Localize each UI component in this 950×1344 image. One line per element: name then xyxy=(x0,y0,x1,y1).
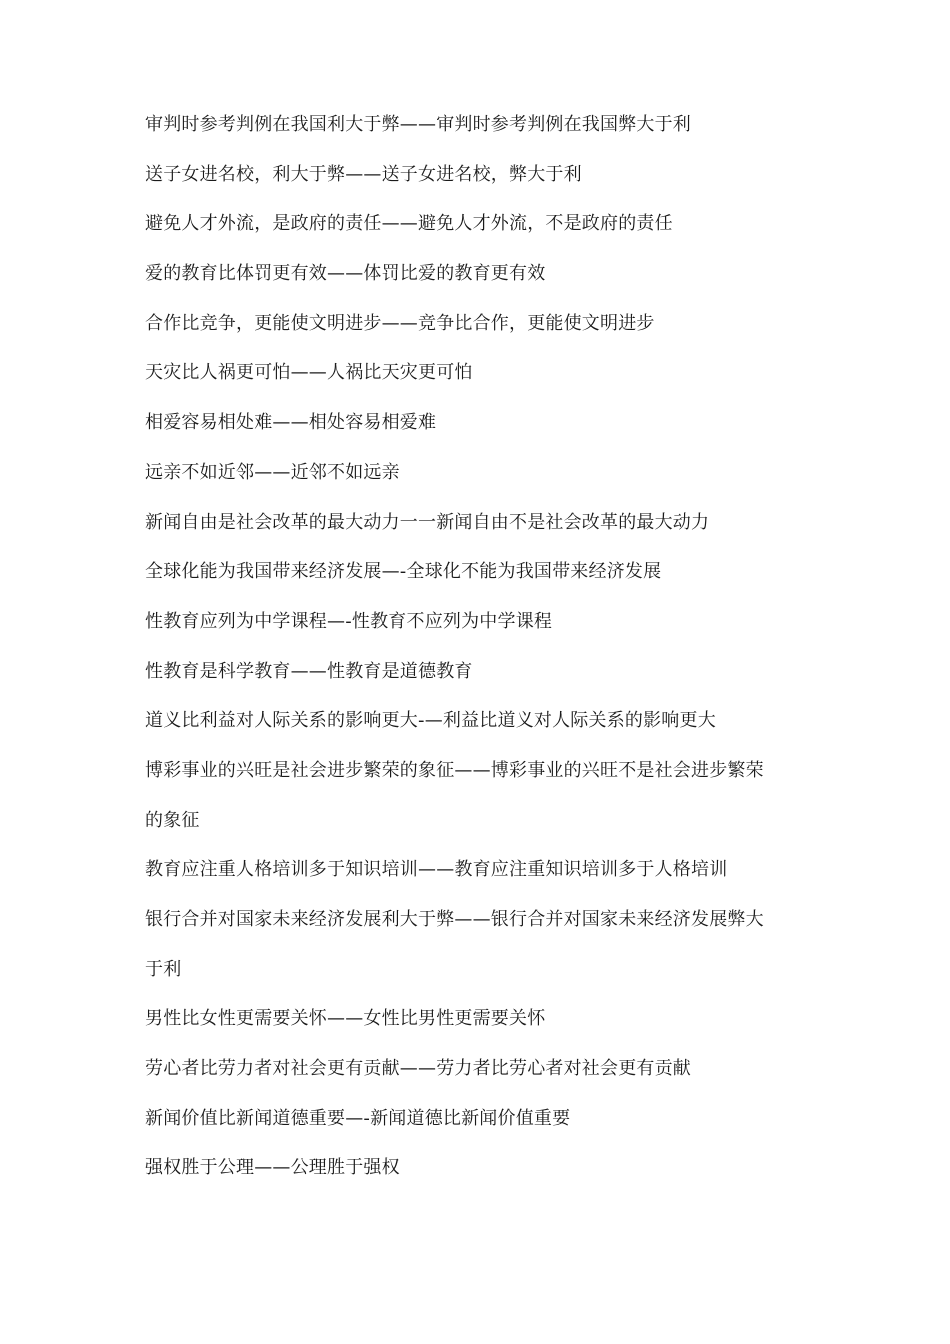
text-line: 性教育应列为中学课程—-性教育不应列为中学课程 xyxy=(145,610,553,632)
text-line: 博彩事业的兴旺是社会进步繁荣的象征——博彩事业的兴旺不是社会进步繁荣 xyxy=(145,759,764,781)
text-line: 相爱容易相处难——相处容易相爱难 xyxy=(145,412,437,434)
text-line: 新闻自由是社会改革的最大动力一一新闻自由不是社会改革的最大动力 xyxy=(145,511,710,533)
text-line: 的象征 xyxy=(145,809,200,831)
text-line: 银行合并对国家未来经济发展利大于弊——银行合并对国家未来经济发展弊大 xyxy=(145,909,764,930)
text-line: 避免人才外流，是政府的责任——避免人才外流，不是政府的责任 xyxy=(145,213,673,235)
text-line: 劳心者比劳力者对社会更有贡献——劳力者比劳心者对社会更有贡献 xyxy=(145,1058,691,1080)
text-line: 于利 xyxy=(145,958,182,980)
text-line: 爱的教育比体罚更有效——体罚比爱的教育更有效 xyxy=(145,263,546,285)
text-line: 教育应注重人格培训多于知识培训——教育应注重知识培训多于人格培训 xyxy=(145,859,728,881)
text-line: 新闻价值比新闻道德重要—-新闻道德比新闻价值重要 xyxy=(145,1107,571,1129)
text-line: 强权胜于公理——公理胜于强权 xyxy=(145,1157,400,1179)
text-line: 道义比利益对人际关系的影响更大-—利益比道义对人际关系的影响更大 xyxy=(145,710,716,732)
text-line: 合作比竞争，更能使文明进步——竞争比合作，更能使文明进步 xyxy=(145,312,655,334)
document-body xyxy=(145,100,805,1193)
text-line: 远亲不如近邻——近邻不如远亲 xyxy=(145,461,400,483)
text-line: 全球化能为我国带来经济发展—-全球化不能为我国带来经济发展 xyxy=(145,561,662,583)
text-line: 性教育是科学教育——性教育是道德教育 xyxy=(145,660,473,682)
text-line: 审判时参考判例在我国利大于弊——审判时参考判例在我国弊大于利 xyxy=(145,114,691,135)
text-line: 天灾比人祸更可怕——人祸比天灾更可怕 xyxy=(145,362,473,384)
text-line: 送子女进名校，利大于弊——送子女进名校，弊大于利 xyxy=(145,163,582,185)
text-line: 男性比女性更需要关怀——女性比男性更需要关怀 xyxy=(145,1008,546,1030)
